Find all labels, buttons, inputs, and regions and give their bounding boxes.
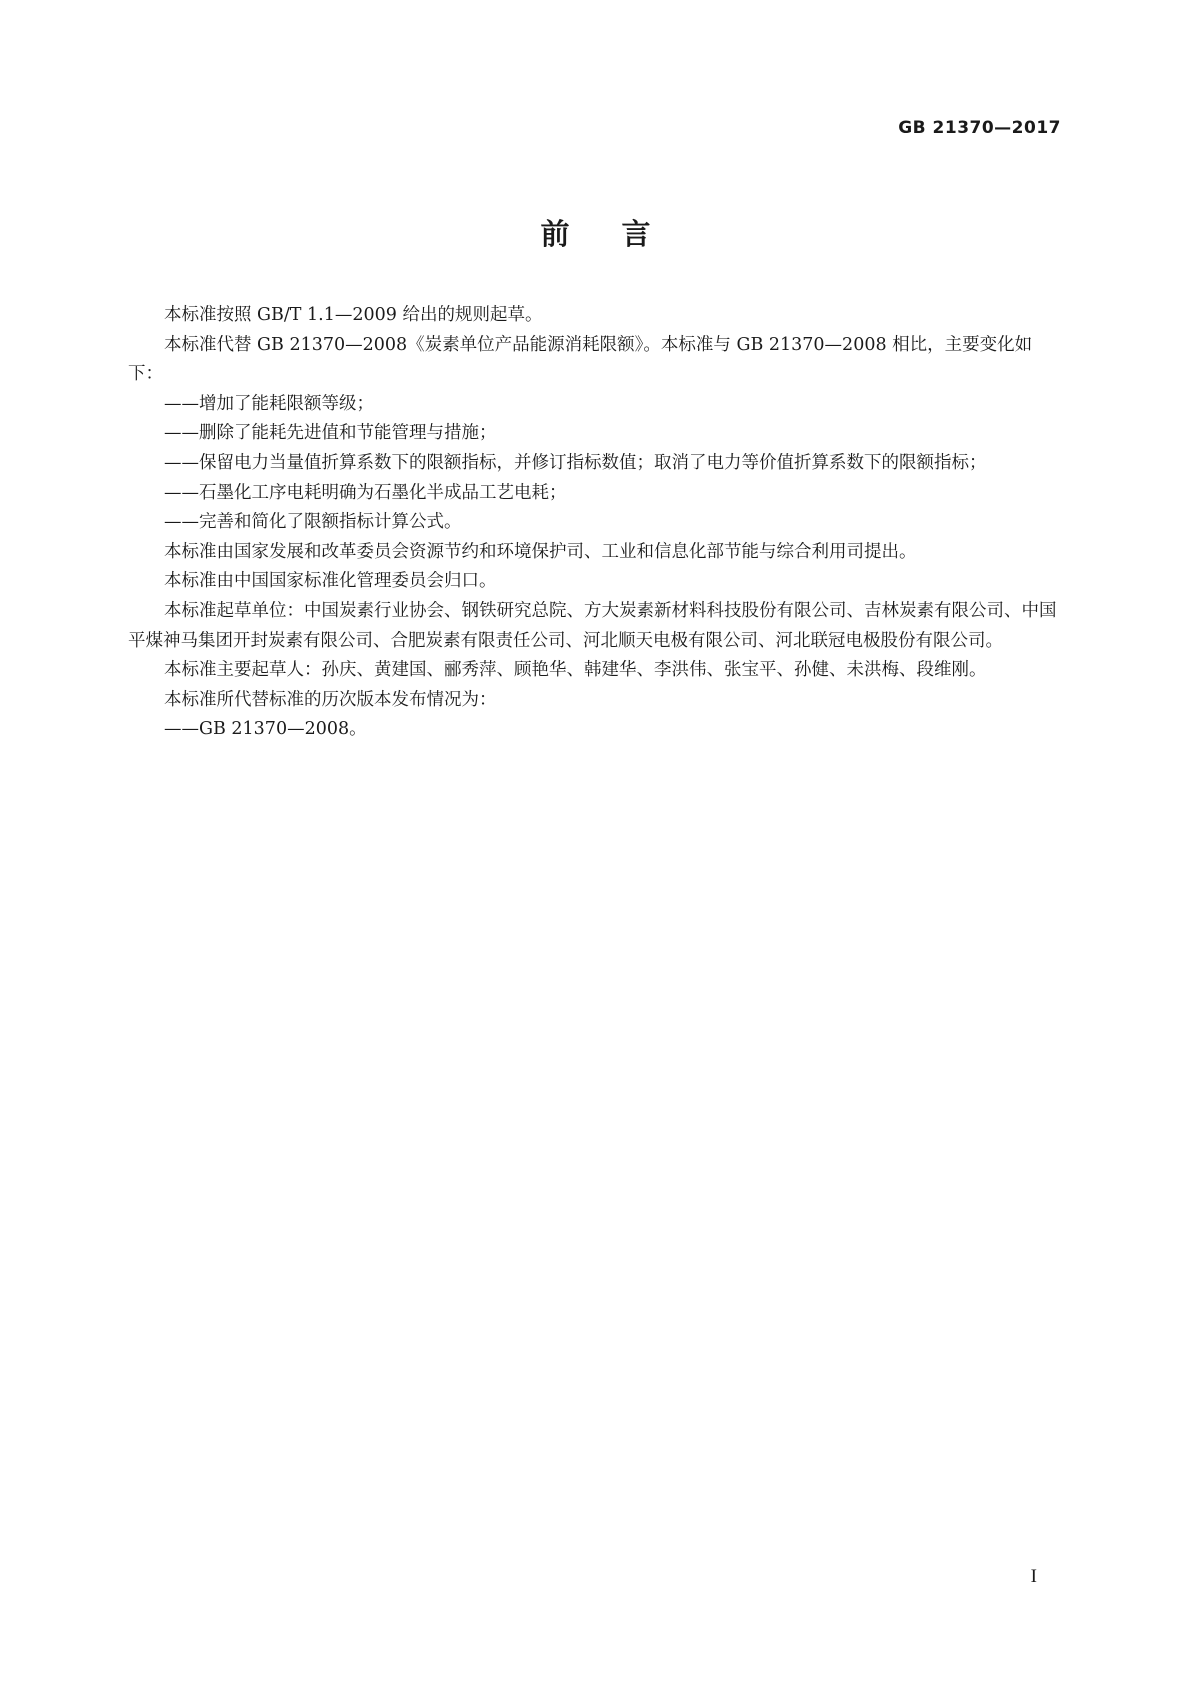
foreword-paragraph: 本标准起草单位：中国炭素行业协会、钢铁研究总院、方大炭素新材料科技股份有限公司、吉林炭素有限公司、中国平煤神马集团开封炭素有限公司、合肥炭素有限责任公司、河北顺天电极有限公司、河北联冠电极股份有限公司。 <box>128 600 1057 651</box>
foreword-paragraph: 本标准主要起草人：孙庆、黄建国、郦秀萍、顾艳华、韩建华、李洪伟、张宝平、孙健、未洪梅、段维刚。 <box>164 660 987 681</box>
page-number: I <box>1030 1566 1037 1587</box>
foreword-body <box>128 301 1064 745</box>
foreword-paragraph: 本标准由国家发展和改革委员会资源节约和环境保护司、工业和信息化部节能与综合利用司提出。 <box>164 541 917 562</box>
change-list-item: ——增加了能耗限额等级； <box>164 393 374 414</box>
page-title: 前言 <box>540 217 703 251</box>
change-list-item: ——删除了能耗先进值和节能管理与措施； <box>164 423 497 444</box>
foreword-paragraph: 本标准按照 GB/T 1.1—2009 给出的规则起草。 <box>164 305 543 325</box>
foreword-paragraph: 本标准代替 GB 21370—2008《炭素单位产品能源消耗限额》。本标准与 GB 21370—2008 相比，主要变化如下： <box>128 334 1033 385</box>
change-list-item: ——石墨化工序电耗明确为石墨化半成品工艺电耗； <box>164 482 567 503</box>
foreword-paragraph: 本标准所代替标准的历次版本发布情况为： <box>164 689 497 710</box>
foreword-paragraph: 本标准由中国国家标准化管理委员会归口。 <box>164 571 497 592</box>
change-list-item: ——保留电力当量值折算系数下的限额指标，并修订指标数值；取消了电力等价值折算系数下的限额指标； <box>164 452 987 473</box>
standard-number: GB 21370—2017 <box>898 118 1061 138</box>
change-list-item: ——完善和简化了限额指标计算公式。 <box>164 512 462 533</box>
previous-edition-item: ——GB 21370—2008。 <box>164 719 367 740</box>
